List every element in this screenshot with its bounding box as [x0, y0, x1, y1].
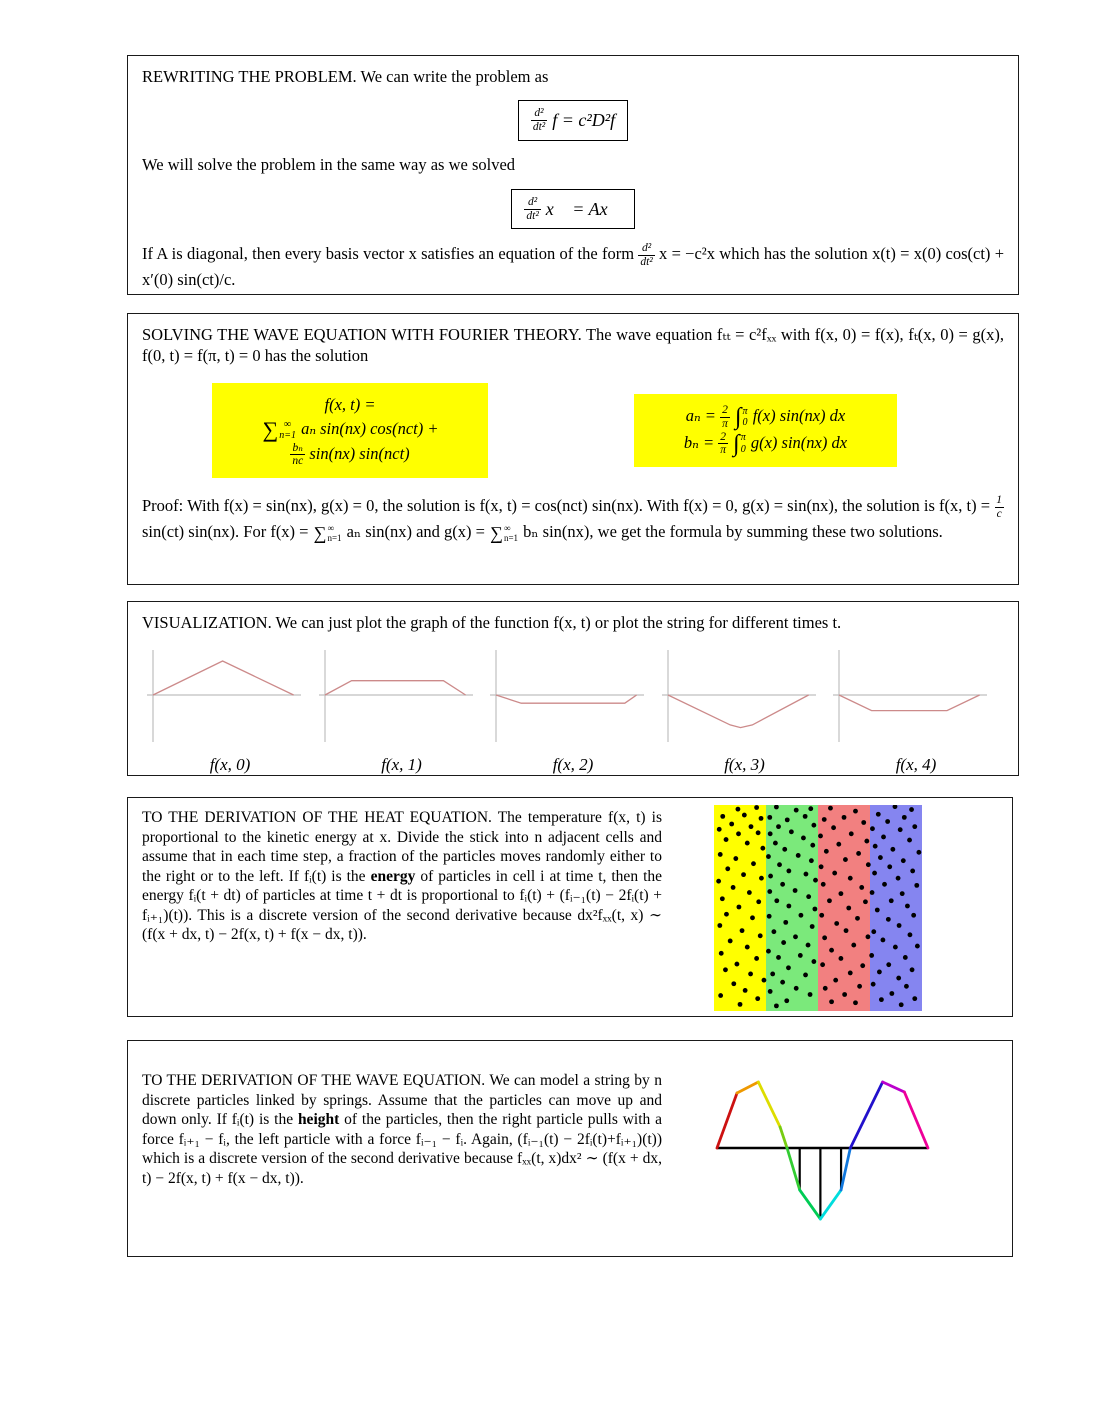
- plot-label-t3: f(x, 3): [724, 755, 765, 775]
- fraction-numerator: 2: [722, 403, 728, 416]
- proof-part-3: aₙ sin(nx) and g(x) =: [346, 522, 490, 542]
- fraction-d2-dt2: [524, 196, 540, 223]
- sum-upper-limit: ∞: [327, 522, 334, 533]
- proof-text: [142, 494, 1004, 543]
- sum-lower-limit: n=1: [503, 533, 519, 544]
- integral-operator: [734, 403, 748, 430]
- fraction-d2-dt2: [531, 107, 547, 134]
- sum-lower-limit: n=1: [279, 430, 296, 442]
- coeff-line-b: [648, 431, 883, 458]
- sum-upper-limit: ∞: [284, 418, 292, 430]
- sum-upper-limit: ∞: [503, 522, 511, 533]
- string-plot-t3: [662, 647, 828, 745]
- proof-part-2: sin(ct) sin(nx). For f(x) =: [142, 522, 313, 542]
- fraction-numerator: 2: [720, 430, 726, 443]
- sum-limits: [504, 523, 518, 544]
- solution-line-2-text: aₙ sin(nx) cos(nct) +: [301, 418, 439, 438]
- wave-bold-word: height: [297, 1111, 340, 1129]
- plot-column-2: [489, 647, 657, 775]
- string-plot-t2: [490, 647, 656, 745]
- heat-bold-word: energy: [370, 867, 416, 885]
- fraction-denominator: dt²: [526, 209, 539, 222]
- string-plot-t4: [833, 647, 999, 745]
- integral-lower-limit: 0: [740, 443, 746, 455]
- fraction-bn-nc: [290, 442, 305, 469]
- fraction-2-pi: [718, 431, 728, 458]
- fraction-denominator: c: [996, 508, 1002, 521]
- outro-pre: If A is diagonal, then every basis vector x satisfies an equation of the form: [142, 244, 639, 264]
- wave-part-1: TO THE DERIVATION OF THE WAVE EQUATION. We can model a string by n discrete particles linked by springs. Assume that the particles can move up and down only. If fᵢ(t) is the: [142, 1072, 662, 1129]
- sum-operator: [490, 523, 518, 544]
- section-heat-equation-derivation: [127, 797, 1013, 1017]
- inline-fraction-d2-dt2: [638, 242, 654, 269]
- sum-limits: [327, 523, 341, 544]
- fraction-numerator: d²: [527, 195, 538, 208]
- equation-row-2: [142, 189, 1004, 230]
- equation-row-1: [142, 100, 1004, 141]
- sum-glyph: ∑: [262, 416, 279, 442]
- plot-label-t2: f(x, 2): [552, 755, 594, 775]
- fraction-denominator: nc: [292, 455, 304, 468]
- particle-figure: [714, 805, 922, 1011]
- fourier-intro-text: SOLVING THE WAVE EQUATION WITH FOURIER THEORY. The wave equation fₜₜ = c²fₓₓ with f(x, 0) = f(x), fₜ(x, 0) = g(x), f(0, t) = f(π, t) = 0 has the solution: [142, 325, 1004, 366]
- heat-part-2: of particles in cell i at time t, then the energy fᵢ(t + dt) of particles at time t + dt is proportional to fᵢ(t) + (fᵢ₋₁(t) − 2fᵢ(t) + fᵢ₊₁)(t)). This is a discrete version of the second derivative because dx²fₓₓ(t, x) ∼ (f(x + dx, t) − 2f(x, t) + f(x − dx, t)).: [142, 867, 662, 944]
- string-plot-t1: [319, 647, 485, 745]
- plot-column-1: [318, 647, 486, 775]
- coeff-b-rhs: g(x) sin(nx) dx: [750, 432, 848, 452]
- solution-line-2: [226, 417, 474, 442]
- plot-label-t0: f(x, 0): [209, 755, 251, 775]
- fraction-2-pi: [720, 404, 730, 431]
- rewriting-intro-text: REWRITING THE PROBLEM. We can write the problem as: [142, 67, 549, 86]
- fraction-denominator: π: [720, 444, 727, 457]
- plot-column-0: [146, 647, 314, 775]
- solution-line-3-text: sin(nx) sin(nct): [309, 443, 410, 463]
- heat-part-1: TO THE DERIVATION OF THE HEAT EQUATION. The temperature f(x, t) is proportional to the kinetic energy at x. Divide the stick into n adjacent cells and assume that in each time step, a fraction of the particles moves randomly either to the right or to the left. If fᵢ(t) is the: [142, 809, 662, 885]
- sum-operator: [314, 523, 342, 544]
- equation-body: x⃗ = Ax⃗: [545, 198, 622, 219]
- plot-column-4: [832, 647, 1000, 775]
- proof-part-4: bₙ sin(nx), we get the formula by summing these two solutions.: [523, 522, 943, 542]
- outro-post: x = −c²x which has the solution x(t) = x(0) cos(ct) + x′(0) sin(ct)/c.: [142, 244, 1005, 290]
- integral-glyph: ∫: [734, 403, 742, 430]
- coeff-a-lhs: aₙ =: [685, 405, 721, 425]
- proof-part-1: Proof: With f(x) = sin(nx), g(x) = 0, the solution is f(x, t) = cos(nct) sin(nx). With f(x) = 0, g(x) = sin(nx), the solution is f(x, t) =: [142, 496, 995, 516]
- fraction-denominator: dt²: [532, 121, 546, 134]
- sum-lower-limit: n=1: [327, 533, 342, 544]
- plot-label-t1: f(x, 1): [381, 755, 422, 775]
- solution-line-1: f(x, t) =: [324, 394, 376, 414]
- integral-upper-limit: π: [742, 405, 748, 417]
- fraction-numerator: 1: [996, 494, 1002, 507]
- rewriting-outro-text: [142, 242, 1004, 290]
- string-springs-figure: [706, 1075, 946, 1227]
- plot-column-3: [661, 647, 829, 775]
- fraction-numerator: d²: [534, 107, 544, 120]
- boxed-equation-operator-form: [518, 100, 628, 141]
- integral-glyph: ∫: [733, 430, 740, 457]
- boxed-equation-vector-form: [511, 189, 634, 230]
- wave-text: [142, 1071, 662, 1188]
- integral-upper-limit: π: [740, 432, 746, 444]
- fraction-denominator: dt²: [640, 256, 653, 269]
- integral-limits: [741, 432, 746, 455]
- coeff-b-lhs: bₙ =: [683, 432, 719, 452]
- string-plot-t0: [147, 647, 313, 745]
- inline-fraction-1-c: [994, 494, 1004, 521]
- equation-body: f = c²D²f: [552, 110, 616, 131]
- sum-limits: [279, 419, 296, 442]
- sum-operator: [262, 416, 296, 442]
- highlight-row: [142, 383, 1004, 478]
- fraction-numerator: d²: [641, 242, 652, 255]
- plot-label-t4: f(x, 4): [895, 755, 937, 775]
- fraction-numerator: bₙ: [292, 441, 303, 454]
- section-wave-equation-derivation: [127, 1040, 1013, 1257]
- highlight-solution-formula: [212, 383, 488, 478]
- coeff-line-a: [648, 404, 883, 431]
- sum-glyph: ∑: [313, 522, 327, 543]
- section-rewriting-the-problem: [127, 55, 1019, 295]
- string-plots-row: [142, 647, 1004, 775]
- wave-part-2: of the particles, then the right particle pulls with a force fᵢ₊₁ − fᵢ, the left particle with a force fᵢ₋₁ − fᵢ. Again, (fᵢ₋₁(t) − 2fᵢ(t)+fᵢ₊₁)(t)) which is a discrete version of the second derivative because fₓₓ(t, x)dx² ∼ (f(x + dx, t) − 2f(x, t) + f(x − dx, t)).: [142, 1111, 663, 1187]
- highlight-coefficient-formulas: [634, 394, 897, 468]
- section-solving-wave-equation-fourier: [127, 313, 1019, 585]
- rewriting-mid-text: We will solve the problem in the same way as we solved: [142, 155, 516, 175]
- fraction-denominator: π: [722, 417, 728, 430]
- section-visualization: [127, 601, 1019, 776]
- sum-glyph: ∑: [490, 522, 503, 543]
- coeff-a-rhs: f(x) sin(nx) dx: [752, 405, 846, 425]
- visualization-intro-text: VISUALIZATION. We can just plot the graph of the function f(x, t) or plot the string for different times t.: [142, 613, 842, 632]
- integral-operator: [733, 432, 746, 455]
- heat-text: [142, 808, 662, 945]
- integral-lower-limit: 0: [742, 417, 748, 429]
- integral-limits: [743, 406, 748, 429]
- solution-line-3: [226, 442, 474, 469]
